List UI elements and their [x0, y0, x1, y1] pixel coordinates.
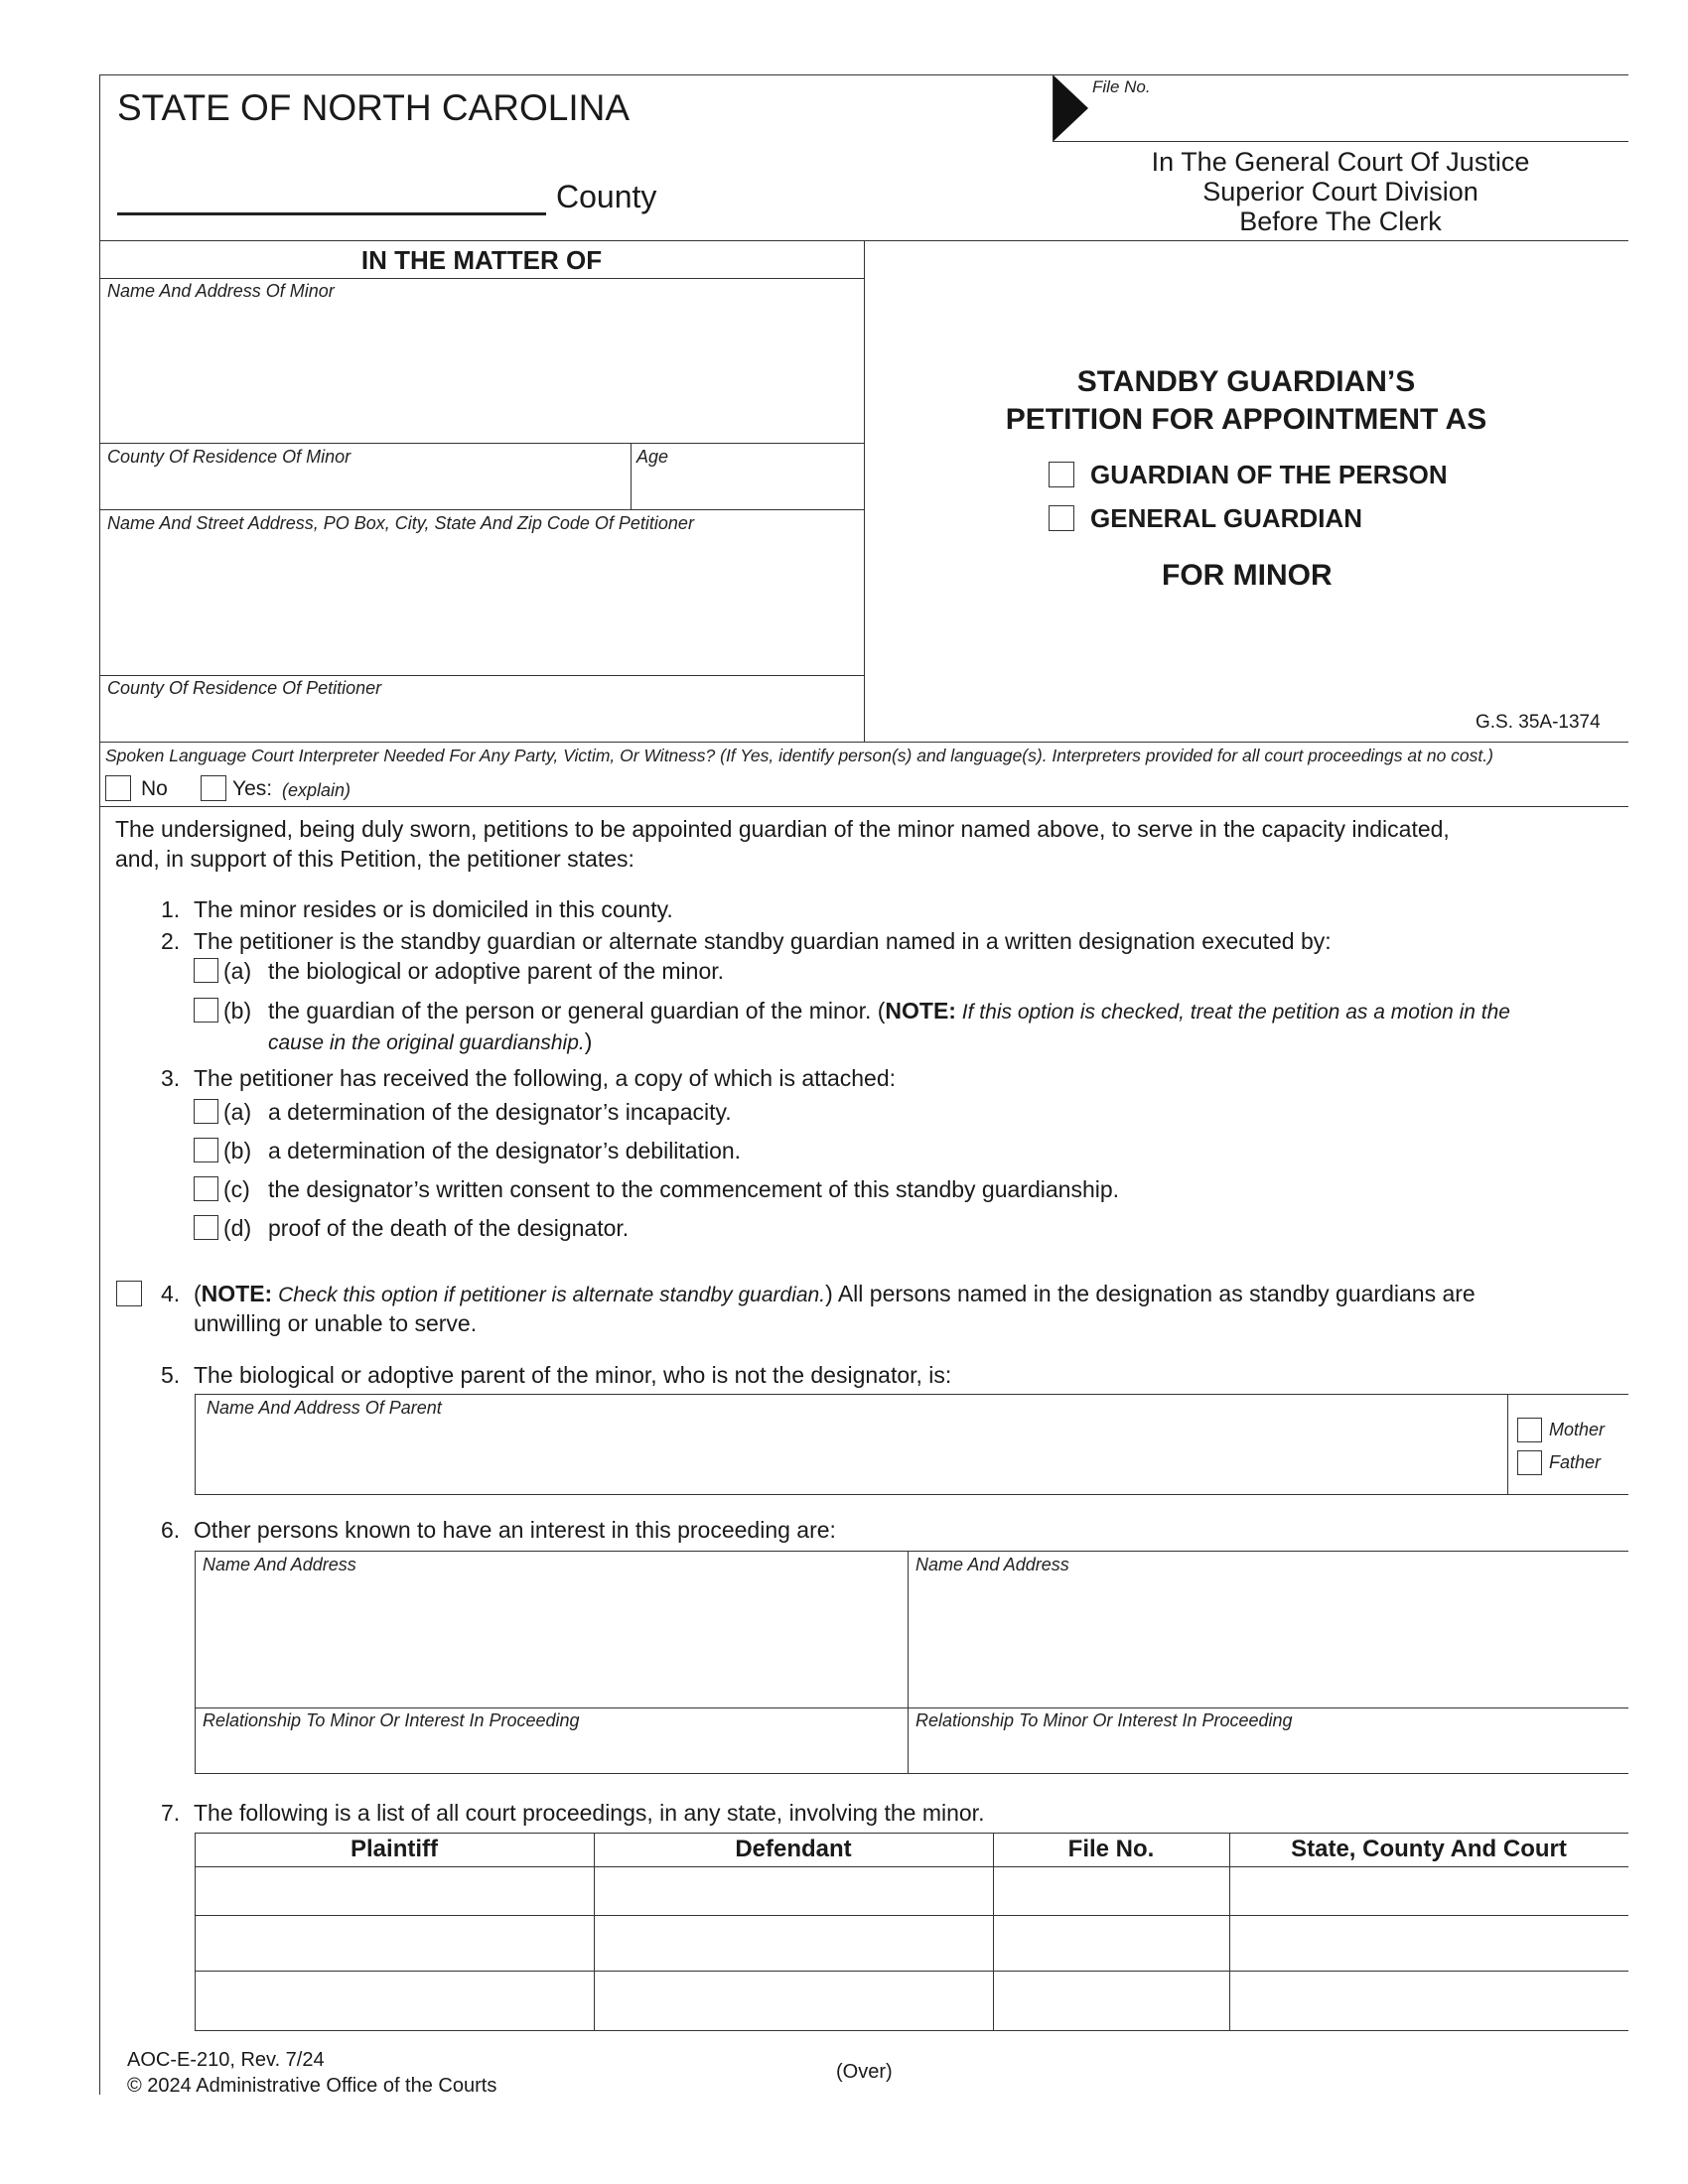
item-4-open: (	[194, 1281, 202, 1306]
item-2b-line-2	[268, 1028, 592, 1055]
item-4-line-2: unwilling or unable to serve.	[194, 1310, 478, 1336]
proceedings-cell[interactable]	[203, 1979, 592, 2026]
general-guardian-label: GENERAL GUARDIAN	[1090, 503, 1362, 533]
file-no-top	[1053, 74, 1628, 75]
age-label: Age	[636, 447, 669, 467]
item-3b-text: a determination of the designator’s debilitation.	[268, 1138, 742, 1163]
interpreter-explain-label: (explain)	[282, 780, 352, 800]
item-3d-letter: (d)	[223, 1215, 252, 1241]
proceedings-header-defendant: Defendant	[735, 1836, 852, 1862]
petitioner-address-bottom	[99, 675, 864, 676]
item-4-line-1	[194, 1281, 1476, 1307]
item-3-text: The petitioner has received the following, a copy of which is attached:	[194, 1065, 897, 1091]
person-2-name-input[interactable]	[915, 1578, 1624, 1706]
minor-county-input[interactable]	[107, 471, 628, 508]
person-1-relationship-label: Relationship To Minor Or Interest In Proceeding	[203, 1710, 580, 1730]
item-2b-checkbox[interactable]	[194, 998, 218, 1023]
proceedings-cell[interactable]	[602, 1923, 991, 1967]
interpreter-yes-checkbox[interactable]	[201, 775, 226, 801]
item-3a-text: a determination of the designator’s incapacity.	[268, 1099, 732, 1125]
item-2-number: 2.	[161, 928, 181, 954]
person-1-name-input[interactable]	[203, 1578, 902, 1706]
title-line-1: STANDBY GUARDIAN’S	[1076, 365, 1416, 398]
petitioner-county-input[interactable]	[107, 701, 856, 739]
person-2-name-label: Name And Address	[915, 1555, 1069, 1574]
item-2b-note-label: NOTE:	[885, 998, 956, 1024]
item-5-number: 5.	[161, 1362, 181, 1388]
file-no-bottom	[1053, 141, 1628, 142]
general-guardian-checkbox[interactable]	[1049, 505, 1074, 531]
guardian-of-person-checkbox[interactable]	[1049, 462, 1074, 487]
age-divider	[631, 443, 632, 509]
proceedings-cell[interactable]	[1237, 1923, 1626, 1967]
court-line-3: Before The Clerk	[1239, 206, 1442, 236]
file-no-input[interactable]	[1102, 99, 1622, 137]
item-3a-letter: (a)	[223, 1099, 252, 1125]
item-1-text: The minor resides or is domiciled in this county.	[194, 896, 673, 922]
item-2a-text: the biological or adoptive parent of the minor.	[268, 958, 725, 984]
proceedings-header-state-county-court: State, County And Court	[1291, 1836, 1567, 1862]
item-2-text: The petitioner is the standby guardian or alternate standby guardian named in a written designation executed by:	[194, 928, 1332, 954]
item-4-number: 4.	[161, 1281, 181, 1306]
item-3d-text: proof of the death of the designator.	[268, 1215, 630, 1241]
mother-label: Mother	[1549, 1420, 1606, 1439]
minor-name-label: Name And Address Of Minor	[107, 281, 335, 301]
father-checkbox[interactable]	[1517, 1450, 1542, 1475]
proceedings-cell[interactable]	[602, 1979, 991, 2026]
guardian-of-person-label: GUARDIAN OF THE PERSON	[1090, 460, 1448, 489]
item-3a-checkbox[interactable]	[194, 1099, 218, 1124]
minor-county-bottom	[99, 509, 864, 510]
interpreter-explain-input[interactable]	[367, 774, 1622, 806]
proceedings-cell[interactable]	[602, 1872, 991, 1912]
minor-name-bottom	[99, 443, 864, 444]
parent-name-label: Name And Address Of Parent	[207, 1398, 442, 1418]
item-2b-text: the guardian of the person or general guardian of the minor. (	[268, 998, 886, 1024]
item-3d-checkbox[interactable]	[194, 1215, 218, 1240]
title-line-2: PETITION FOR APPOINTMENT AS	[1005, 403, 1487, 436]
item-1-number: 1.	[161, 896, 181, 922]
file-no-label: File No.	[1092, 77, 1151, 96]
item-2a-letter: (a)	[223, 958, 252, 984]
item-4-checkbox[interactable]	[116, 1281, 142, 1306]
proceedings-cell[interactable]	[203, 1923, 592, 1967]
father-label: Father	[1549, 1452, 1602, 1472]
proceedings-header-file-no: File No.	[1067, 1836, 1155, 1862]
parent-name-input[interactable]	[207, 1422, 1501, 1493]
proceedings-row-2-line	[195, 1971, 1628, 1972]
top-border	[99, 74, 1053, 75]
intro-line-1: The undersigned, being duly sworn, petitions to be appointed guardian of the minor named above, to serve in the capacity indicated,	[115, 816, 1450, 842]
age-input[interactable]	[636, 471, 859, 508]
minor-name-input[interactable]	[107, 306, 856, 443]
interested-persons-divider	[908, 1551, 909, 1774]
item-3b-letter: (b)	[223, 1138, 252, 1163]
title-line-3: FOR MINOR	[1162, 559, 1333, 592]
interpreter-question: Spoken Language Court Interpreter Needed For Any Party, Victim, Or Witness? (If Yes, identify person(s) and language(s). Interpreters provided for all court proceedings at no cost.)	[105, 746, 1493, 765]
interpreter-no-checkbox[interactable]	[105, 775, 131, 801]
person-1-relationship-input[interactable]	[203, 1735, 902, 1771]
county-label: County	[556, 179, 657, 214]
statute-reference: G.S. 35A-1374	[1476, 712, 1601, 733]
item-4-text: ) All persons named in the designation as standby guardians are	[825, 1281, 1476, 1306]
proceedings-cell[interactable]	[1001, 1923, 1227, 1967]
item-4-note-label: NOTE:	[201, 1281, 273, 1306]
court-line-2: Superior Court Division	[1202, 177, 1478, 206]
petitioner-address-label: Name And Street Address, PO Box, City, State And Zip Code Of Petitioner	[107, 513, 694, 533]
item-2b-line	[268, 998, 1510, 1024]
petitioner-address-input[interactable]	[107, 538, 856, 675]
proceedings-cell[interactable]	[1237, 1979, 1626, 2026]
county-input[interactable]	[117, 175, 550, 212]
item-2b-letter: (b)	[223, 998, 252, 1024]
item-3c-checkbox[interactable]	[194, 1176, 218, 1201]
item-7-number: 7.	[161, 1800, 181, 1826]
item-2b-note-line-2: cause in the original guardianship.	[268, 1031, 585, 1054]
interpreter-no-label: No	[141, 777, 168, 800]
proceedings-cell[interactable]	[1001, 1979, 1227, 2026]
parent-box-divider	[1507, 1394, 1508, 1495]
item-2b-note-text: If this option is checked, treat the petition as a motion in the	[955, 1001, 1510, 1024]
item-2a-checkbox[interactable]	[194, 958, 218, 983]
court-line-1: In The General Court Of Justice	[1151, 147, 1530, 177]
petitioner-county-label: County Of Residence Of Petitioner	[107, 678, 382, 698]
matter-heading-line	[99, 278, 864, 279]
left-border	[99, 74, 100, 2095]
item-6-text: Other persons known to have an interest in this proceeding are:	[194, 1517, 836, 1543]
proceedings-cell[interactable]	[1237, 1872, 1626, 1912]
intro-line-2: and, in support of this Petition, the petitioner states:	[115, 846, 634, 872]
proceedings-row-1-line	[195, 1915, 1628, 1916]
minor-county-label: County Of Residence Of Minor	[107, 447, 352, 467]
copyright: © 2024 Administrative Office of the Courts	[127, 2075, 497, 2097]
item-3-number: 3.	[161, 1065, 181, 1091]
matter-heading: IN THE MATTER OF	[360, 245, 603, 275]
proceedings-cell[interactable]	[203, 1872, 592, 1912]
proceedings-header-plaintiff: Plaintiff	[351, 1836, 438, 1862]
mother-checkbox[interactable]	[1517, 1418, 1542, 1442]
item-3c-text: the designator’s written consent to the commencement of this standby guardianship.	[268, 1176, 1120, 1202]
item-7-text: The following is a list of all court proceedings, in any state, involving the minor.	[194, 1800, 985, 1826]
person-2-relationship-input[interactable]	[915, 1735, 1624, 1771]
proceedings-cell[interactable]	[1001, 1872, 1227, 1912]
person-2-relationship-label: Relationship To Minor Or Interest In Proceeding	[915, 1710, 1293, 1730]
person-1-name-label: Name And Address	[203, 1555, 356, 1574]
interpreter-yes-label: Yes:	[232, 777, 273, 800]
interested-persons-mid	[195, 1707, 1628, 1708]
matter-right-divider	[864, 240, 865, 742]
file-no-divider	[1053, 74, 1054, 142]
item-6-number: 6.	[161, 1517, 181, 1543]
item-4-note-text: Check this option if petitioner is alternate standby guardian.	[272, 1284, 826, 1306]
form-id: AOC-E-210, Rev. 7/24	[127, 2049, 325, 2071]
item-3c-letter: (c)	[223, 1176, 250, 1202]
proceedings-header-line	[195, 1866, 1628, 1867]
item-5-text: The biological or adoptive parent of the minor, who is not the designator, is:	[194, 1362, 952, 1388]
file-no-arrow-icon	[1053, 74, 1088, 142]
county-blank-line	[117, 212, 546, 215]
over-note: (Over)	[836, 2061, 893, 2083]
interpreter-bottom	[99, 806, 1628, 807]
item-3b-checkbox[interactable]	[194, 1138, 218, 1162]
item-2b-close: )	[584, 1028, 593, 1054]
matter-bottom	[99, 742, 1628, 743]
state-heading: STATE OF NORTH CAROLINA	[117, 87, 630, 128]
